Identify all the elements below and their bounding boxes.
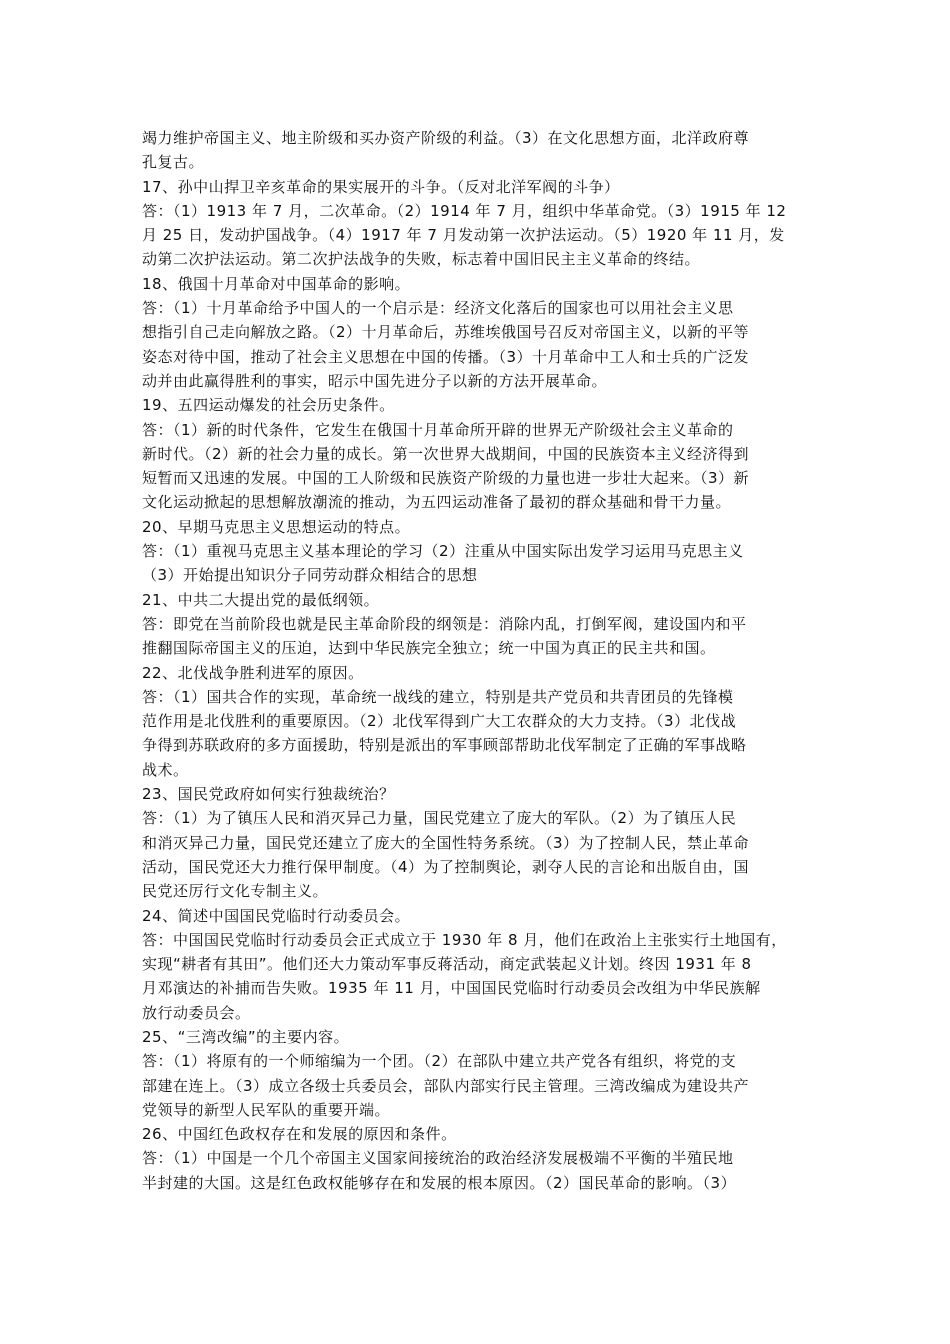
answer-line: 民党还厉行文化专制主义。 [142,882,329,901]
answer-line: 答：（1）1913 年 7 月，二次革命。（2）1914 年 7 月，组织中华革命党。（3）1915 年 12 [142,201,787,220]
answer-line: 答：（1）十月革命给予中国人的一个启示是：经济文化落后的国家也可以用社会主义思 [142,299,734,318]
answer-line: 争得到苏联政府的多方面援助，特别是派出的军事顾部帮助北伐军制定了正确的军事战略 [142,736,747,755]
question-heading: 23、国民党政府如何实行独裁统治？ [142,785,395,804]
answer-line: 短暂而又迅速的发展。中国的工人阶级和民族资产阶级的力量也进一步壮大起来。（3）新 [142,469,750,488]
document-body [142,126,812,1195]
question-heading: 21、中共二大提出党的最低纲领。 [142,590,380,609]
question-heading: 20、早期马克思主义思想运动的特点。 [142,517,411,536]
answer-line: 放行动委员会。 [142,1003,251,1022]
question-heading: 24、简述中国国民党临时行动委员会。 [142,906,411,925]
answer-line: 月 25 日，发动护国战争。（4）1917 年 7 月发动第一次护法运动。（5）1920 年 11 月，发 [142,226,785,245]
answer-line: 答：（1）将原有的一个师缩编为一个团。（2）在部队中建立共产党各有组织，将党的支 [142,1052,737,1071]
answer-line: 活动，国民党还大力推行保甲制度。（4）为了控制舆论，剥夺人民的言论和出版自由，国 [142,857,750,876]
answer-line: 答：中国国民党临时行动委员会正式成立于 1930 年 8 月，他们在政治上主张实行土地国有， [142,930,787,949]
answer-line: 范作用是北伐胜利的重要原因。（2）北伐军得到广大工农群众的大力支持。（3）北伐战 [142,712,737,731]
answer-line: 答：（1）为了镇压人民和消灭异己力量，国民党建立了庞大的军队。（2）为了镇压人民 [142,809,737,828]
answer-line: 答：即党在当前阶段也就是民主革命阶段的纲领是：消除内乱，打倒军阀，建设国内和平 [142,614,747,633]
answer-line: 答：（1）新的时代条件，它发生在俄国十月革命所开辟的世界无产阶级社会主义革命的 [142,420,734,439]
answer-line: 战术。 [142,760,189,779]
question-heading: 25、“三湾改编”的主要内容。 [142,1027,350,1046]
answer-line: （3）开始提出知识分子同劳动群众相结合的思想 [142,566,478,585]
text-line: 竭力维护帝国主义、地主阶级和买办资产阶级的利益。（3）在文化思想方面，北洋政府尊 [142,129,750,147]
answer-line: 和消灭异己力量，国民党还建立了庞大的全国性特务系统。（3）为了控制人民，禁止革命 [142,833,750,852]
answer-line: 实现“耕者有其田”。他们还大力策动军事反蒋活动，商定武装起义计划。终因 1931 年 8 [142,955,752,974]
answer-line: 答：（1）中国是一个几个帝国主义国家间接统治的政治经济发展极端不平衡的半殖民地 [142,1149,734,1168]
question-heading: 19、五四运动爆发的社会历史条件。 [142,396,395,415]
answer-line: 动第二次护法运动。第二次护法战争的失败，标志着中国旧民主主义革命的终结。 [142,250,701,269]
answer-line: 半封建的大国。这是红色政权能够存在和发展的根本原因。（2）国民革命的影响。（3） [142,1173,737,1192]
answer-line: 新时代。（2）新的社会力量的成长。第一次世界大战期间，中国的民族资本主义经济得到 [142,444,750,463]
question-heading: 18、俄国十月革命对中国革命的影响。 [142,274,411,293]
answer-line: 想指引自己走向解放之路。（2）十月革命后，苏维埃俄国号召反对帝国主义，以新的平等 [142,323,750,342]
answer-line: 月邓演达的补捕而告失败。1935 年 11 月，中国国民党临时行动委员会改组为中华民族解 [142,979,761,998]
answer-line: 推翻国际帝国主义的压迫，达到中华民族完全独立；统一中国为真正的民主共和国。 [142,639,716,658]
answer-line: 姿态对待中国，推动了社会主义思想在中国的传播。（3）十月革命中工人和士兵的广泛发 [142,347,750,366]
question-heading: 22、北伐战争胜利进军的原因。 [142,663,364,682]
answer-line: 动并由此赢得胜利的事实，昭示中国先进分子以新的方法开展革命。 [142,371,608,390]
question-heading: 26、中国红色政权存在和发展的原因和条件。 [142,1125,457,1144]
answer-line: 答：（1）重视马克思主义基本理论的学习（2）注重从中国实际出发学习运用马克思主义 [142,542,744,561]
answer-line: 党领导的新型人民军队的重要开端。 [142,1100,391,1119]
answer-line: 部建在连上。（3）成立各级士兵委员会，部队内部实行民主管理。三湾改编成为建设共产 [142,1076,750,1095]
question-heading: 17、孙中山捍卫辛亥革命的果实展开的斗争。（反对北洋军阀的斗争） [142,177,620,196]
text-line: 孔复古。 [142,153,205,172]
answer-line: 答：（1）国共合作的实现，革命统一战线的建立，特别是共产党员和共青团员的先锋模 [142,687,734,706]
answer-line: 文化运动掀起的思想解放潮流的推动，为五四运动准备了最初的群众基础和骨干力量。 [142,493,732,512]
